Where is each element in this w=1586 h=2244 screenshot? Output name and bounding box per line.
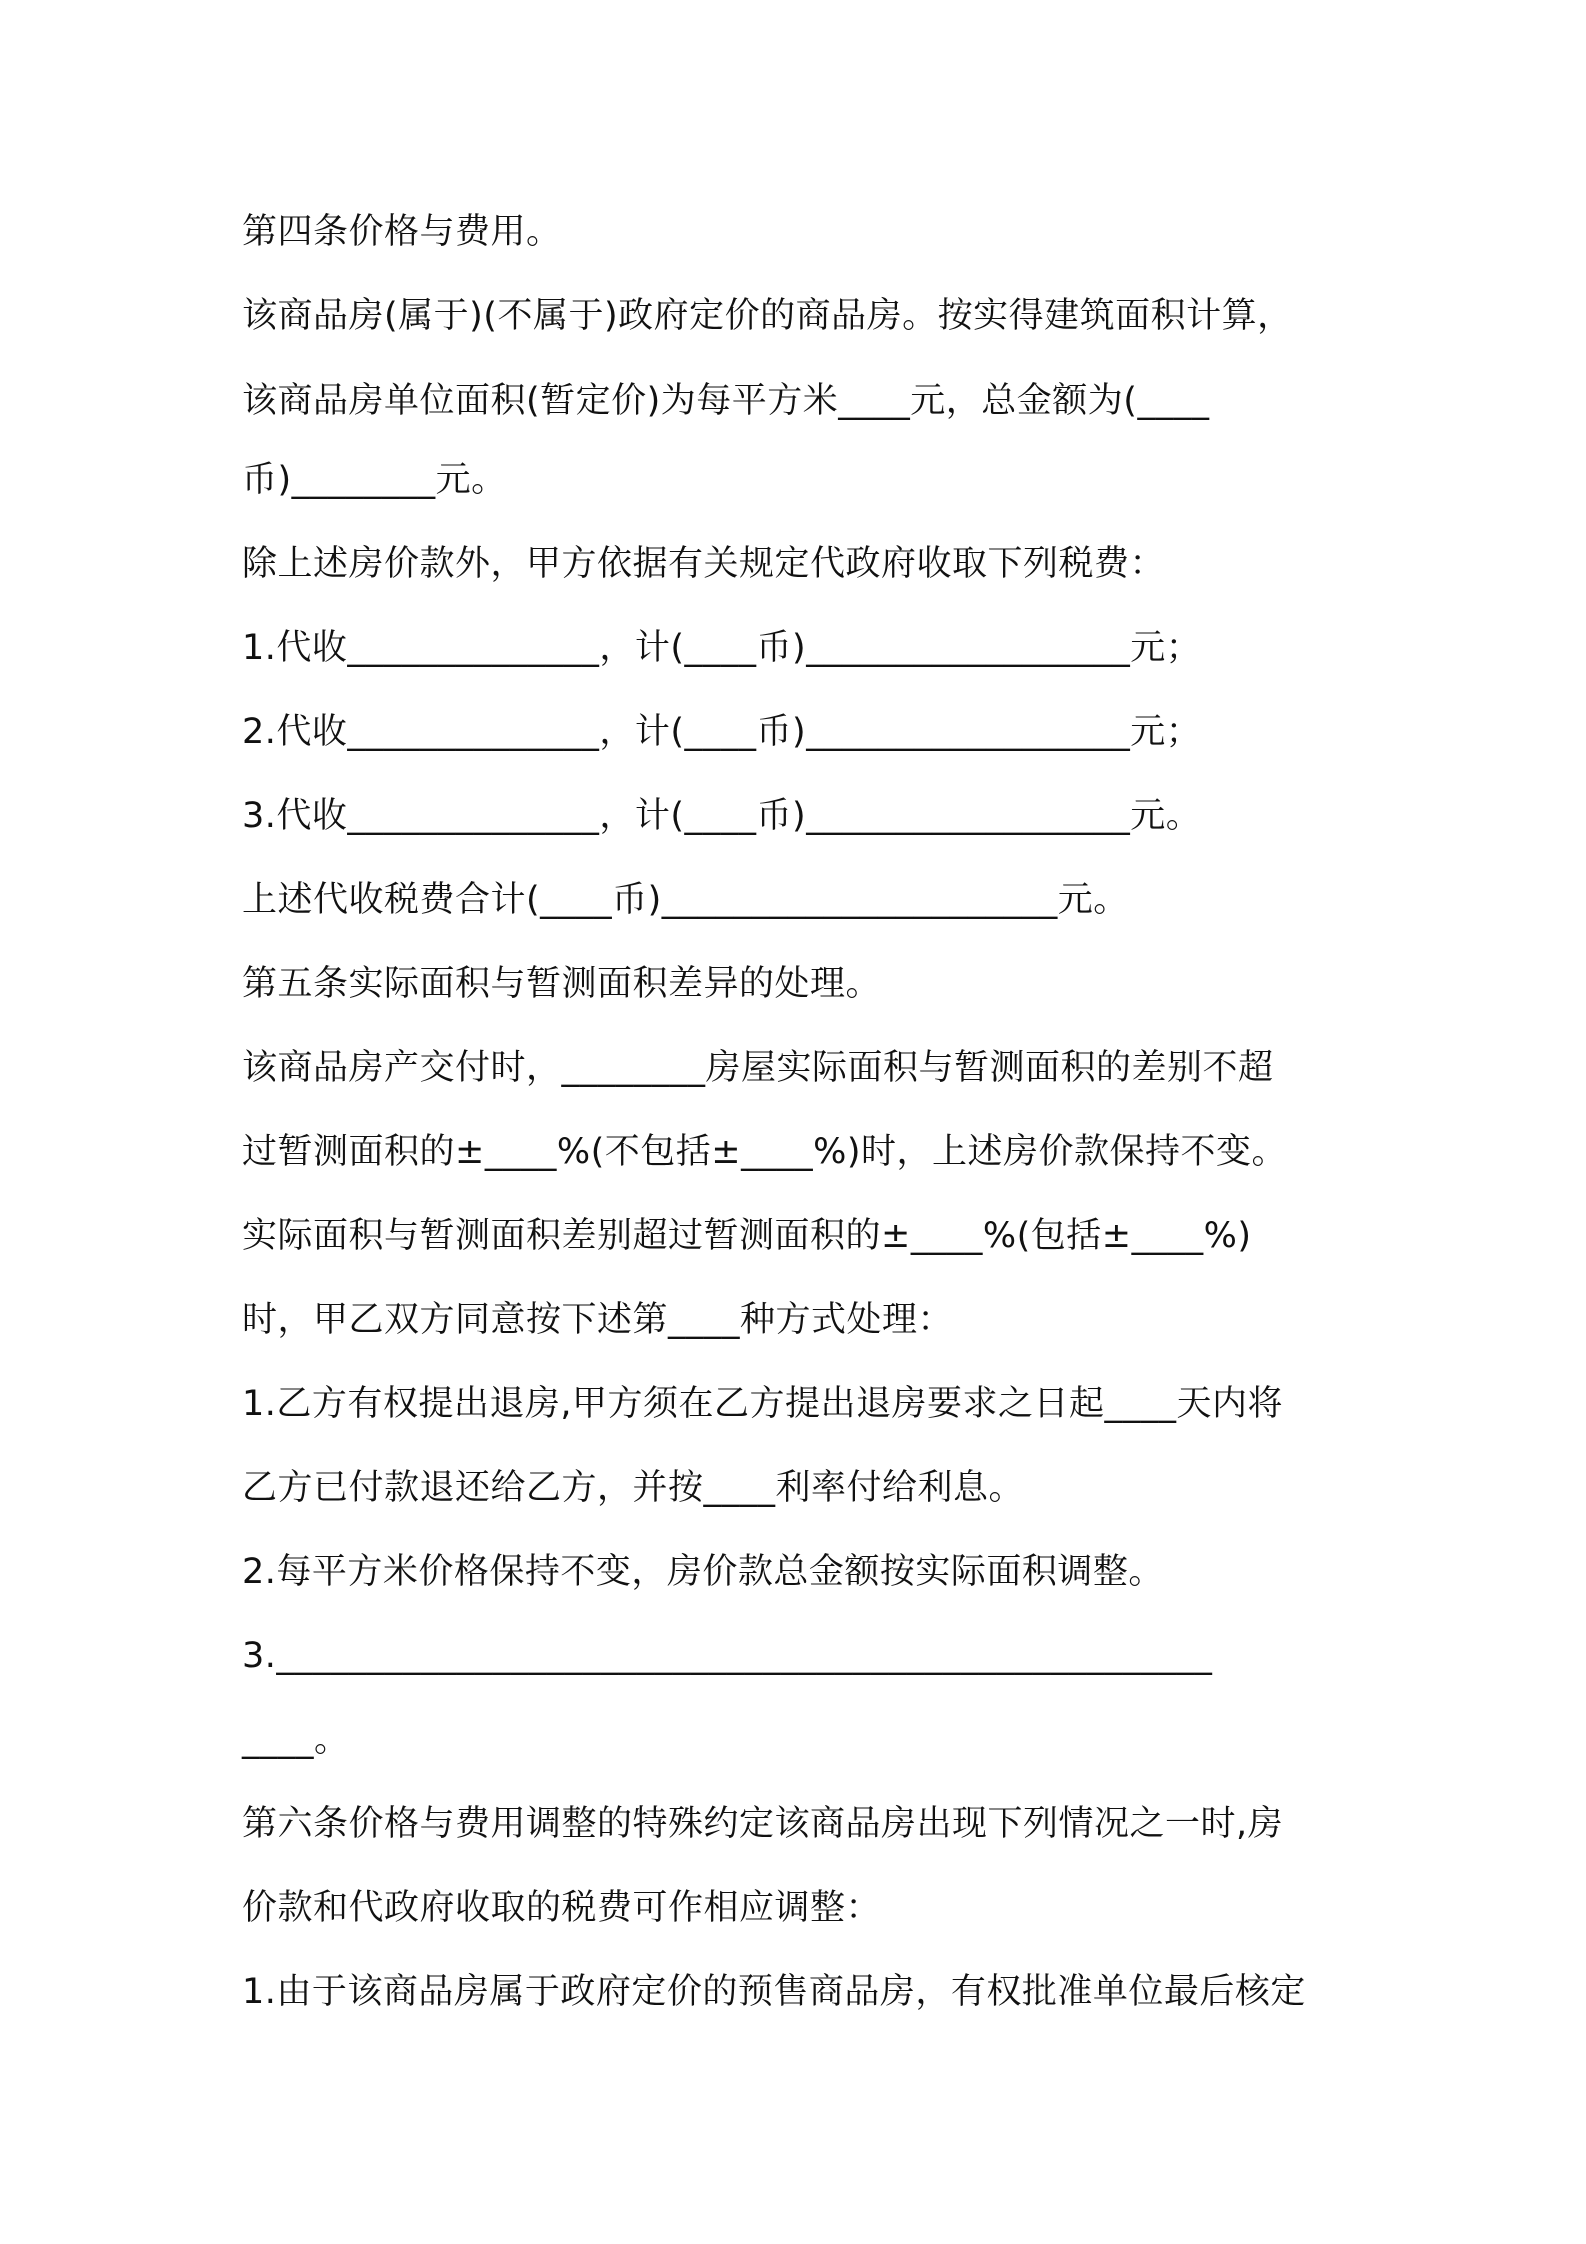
option-1-line: 乙方已付款退还给乙方，并按____利率付给利息。 [242,1468,1025,1508]
article-5-text-line: 实际面积与暂测面积差别超过暂测面积的±____%(包括±____%) [242,1216,1252,1256]
tax-total-line: 上述代收税费合计(____币)______________________元。 [242,880,1129,920]
option-3-line: ____。 [242,1720,350,1760]
article-6-heading: 第六条价格与费用调整的特殊约定该商品房出现下列情况之一时,房 [242,1804,1284,1844]
tax-item-line: 3.代收______________，计(____币)__________________元。 [242,796,1202,836]
article-4-text-line: 币)________元。 [242,460,507,500]
option-3-line: 3.____________________________________________________ [242,1636,1213,1676]
article-6-text-line: 1.由于该商品房属于政府定价的预售商品房，有权批准单位最后核定 [242,1972,1306,2012]
article-4-text-line: 该商品房单位面积(暂定价)为每平方米____元，总金额为(____ [242,381,1210,421]
option-1-line: 1.乙方有权提出退房,甲方须在乙方提出退房要求之日起____天内将 [242,1384,1284,1424]
article-5-text-line: 过暂测面积的±____%(不包括±____%)时，上述房价款保持不变。 [242,1132,1287,1172]
tax-item-line: 2.代收______________，计(____币)__________________元； [242,712,1202,752]
tax-item-line: 1.代收______________，计(____币)__________________元； [242,628,1202,668]
article-5-text-line: 时，甲乙双方同意按下述第____种方式处理： [242,1300,954,1340]
article-5-heading: 第五条实际面积与暂测面积差异的处理。 [242,964,882,1004]
article-6-text-line: 价款和代政府收取的税费可作相应调整： [242,1888,882,1928]
article-4-text-line: 除上述房价款外，甲方依据有关规定代政府收取下列税费： [242,544,1166,584]
article-4-text-line: 该商品房(属于)(不属于)政府定价的商品房。按实得建筑面积计算， [242,296,1293,336]
article-5-text-line: 该商品房产交付时，________房屋实际面积与暂测面积的差别不超 [242,1048,1274,1088]
article-4-heading: 第四条价格与费用。 [242,212,562,252]
option-2-line: 2.每平方米价格保持不变，房价款总金额按实际面积调整。 [242,1552,1164,1592]
